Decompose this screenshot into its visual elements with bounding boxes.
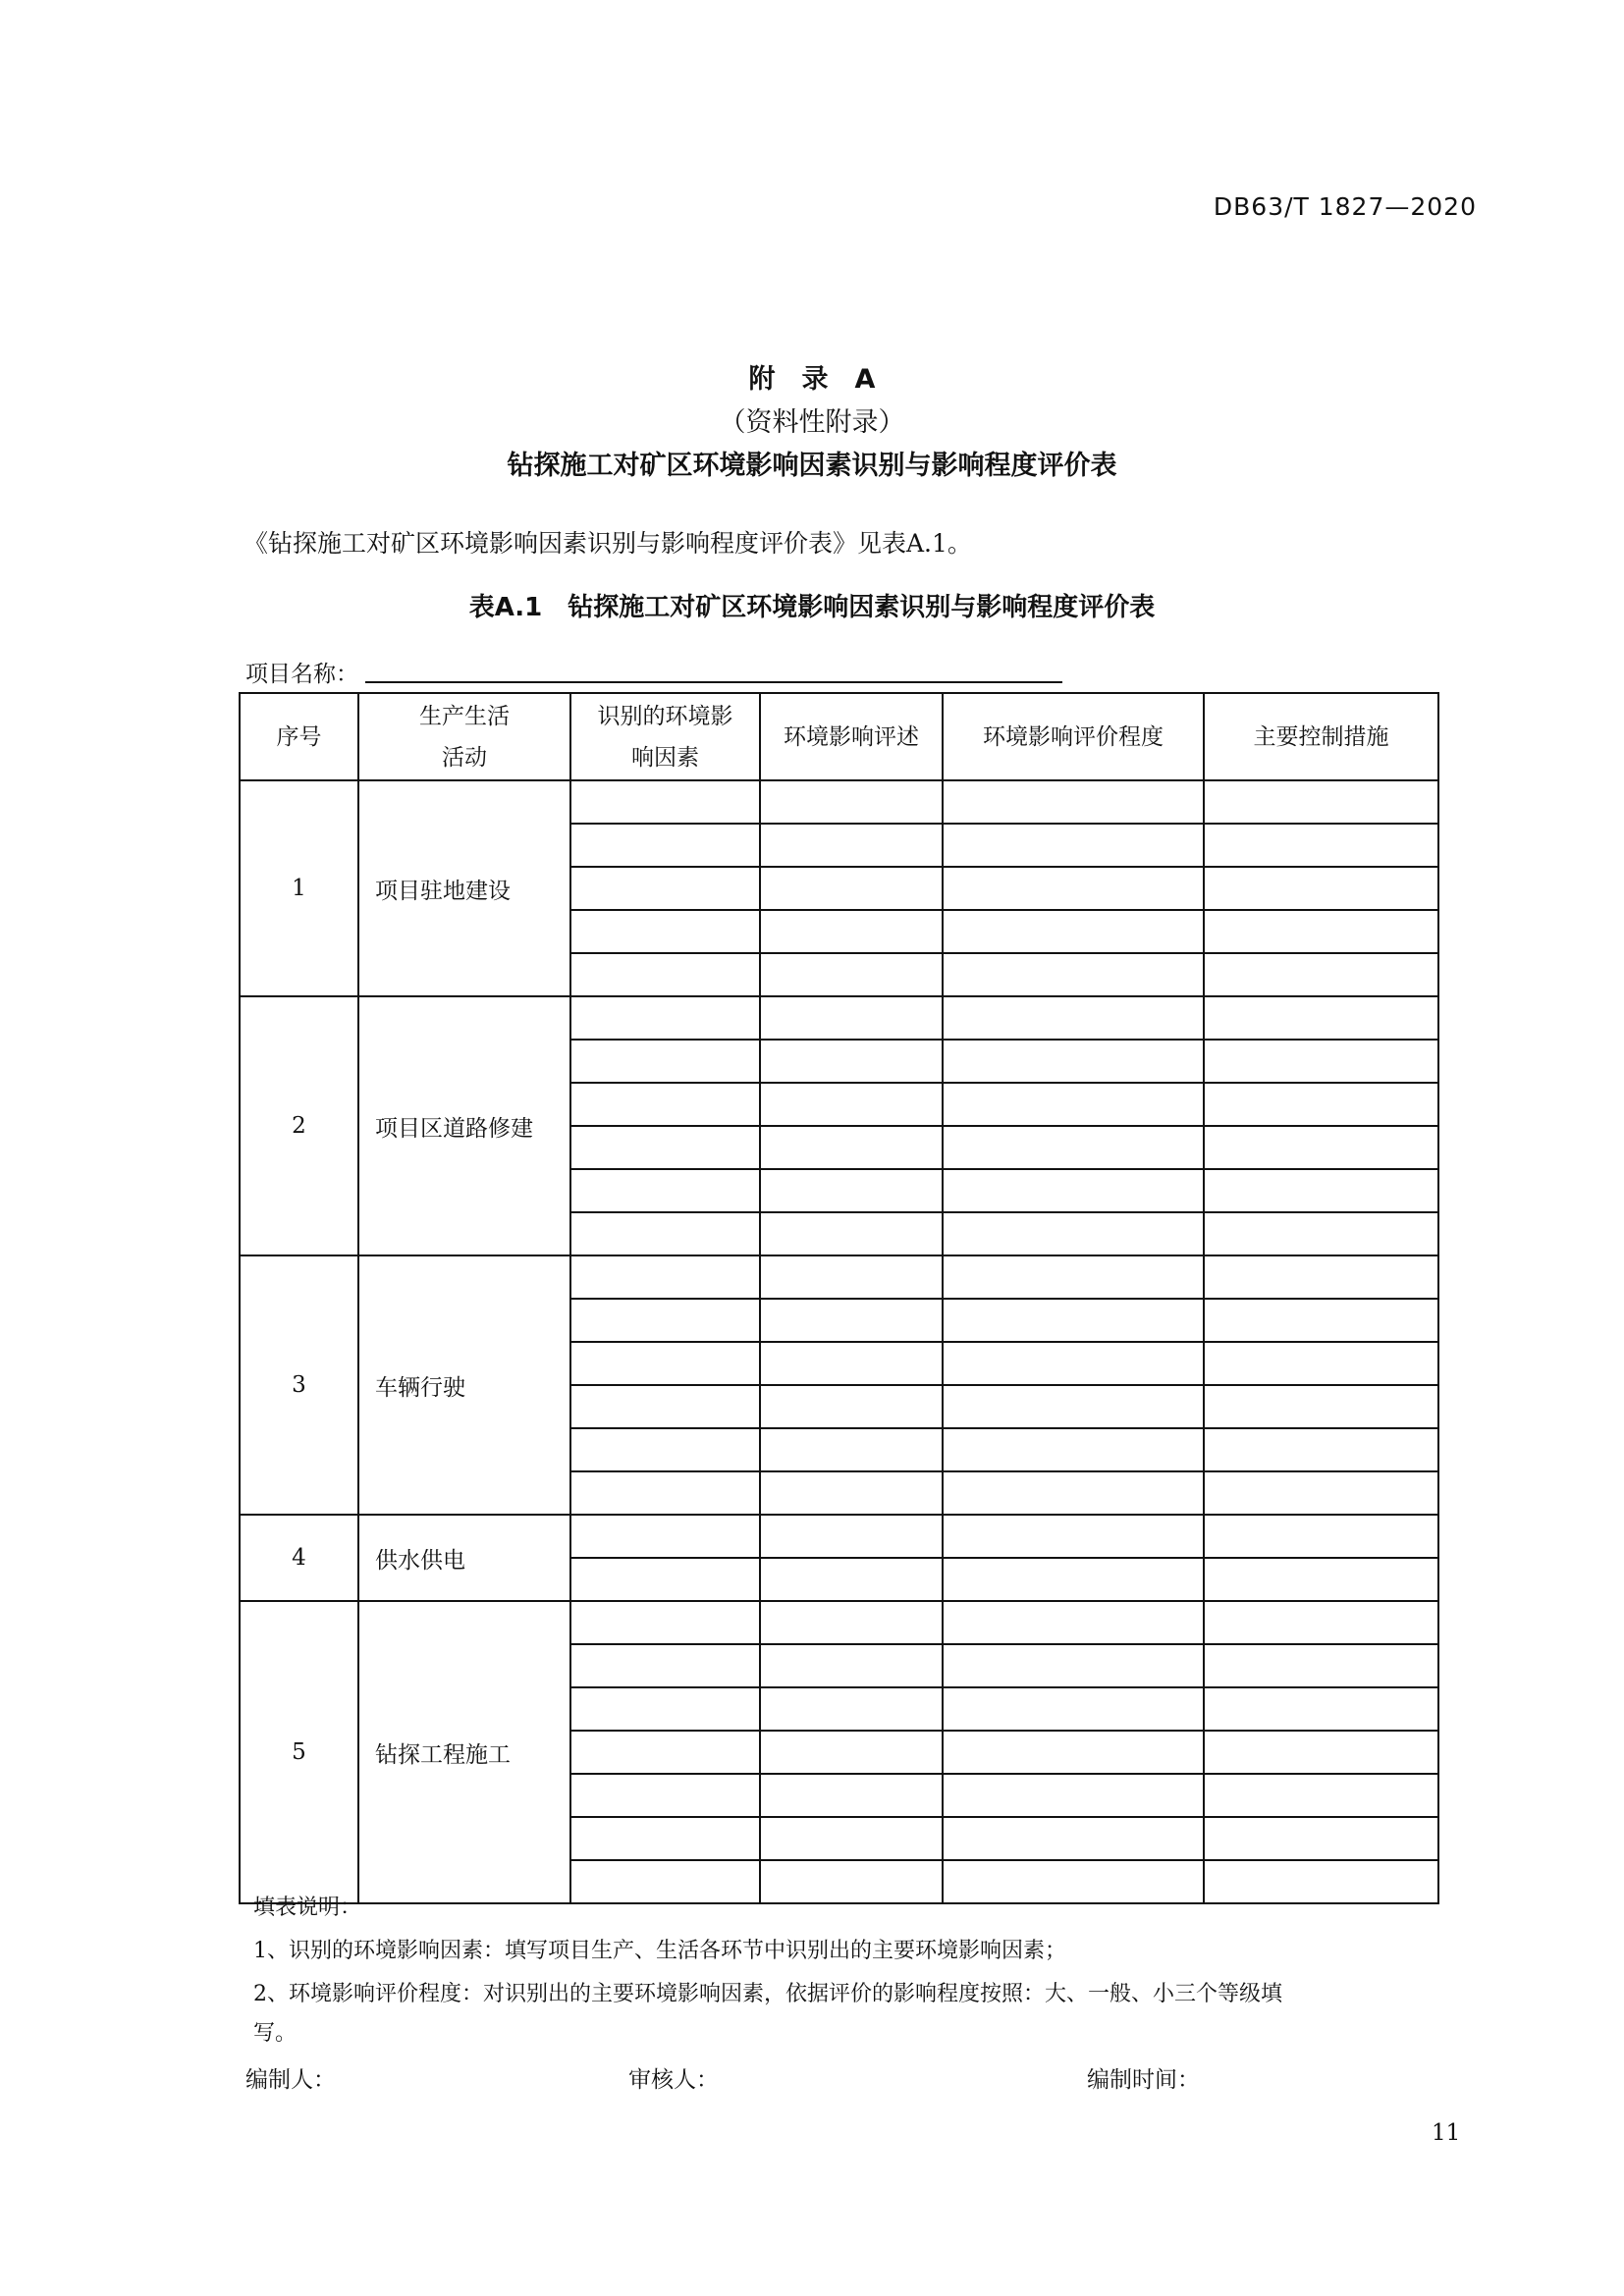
col-description: 环境影响评述 — [760, 693, 943, 780]
degree-cell[interactable] — [943, 1860, 1204, 1903]
intro-paragraph: 《钻探施工对矿区环境影响因素识别与影响程度评价表》见表A.1。 — [244, 529, 972, 558]
description-cell[interactable] — [760, 1817, 943, 1860]
measures-cell[interactable] — [1204, 1558, 1438, 1601]
group-number: 3 — [240, 1255, 358, 1515]
note-2-continued: 写。 — [253, 2021, 298, 2046]
description-cell[interactable] — [760, 1255, 943, 1299]
description-cell[interactable] — [760, 953, 943, 996]
col-factors — [570, 693, 760, 780]
factor-cell[interactable] — [570, 1515, 760, 1558]
factor-cell[interactable] — [570, 953, 760, 996]
factor-cell[interactable] — [570, 1428, 760, 1471]
project-name-line — [365, 681, 1062, 683]
project-name-label: 项目名称： — [245, 662, 358, 687]
degree-cell[interactable] — [943, 1126, 1204, 1169]
measures-cell[interactable] — [1204, 1255, 1438, 1299]
degree-cell[interactable] — [943, 1212, 1204, 1255]
description-cell[interactable] — [760, 1774, 943, 1817]
measures-cell[interactable] — [1204, 1644, 1438, 1687]
degree-cell[interactable] — [943, 1385, 1204, 1428]
factor-cell[interactable] — [570, 1299, 760, 1342]
table-row — [240, 1601, 1438, 1644]
table-row — [240, 996, 1438, 1040]
measures-cell[interactable] — [1204, 867, 1438, 910]
description-cell[interactable] — [760, 1687, 943, 1731]
measures-cell[interactable] — [1204, 1774, 1438, 1817]
degree-cell[interactable] — [943, 996, 1204, 1040]
table-row — [240, 1255, 1438, 1299]
degree-cell[interactable] — [943, 953, 1204, 996]
degree-cell[interactable] — [943, 1428, 1204, 1471]
measures-cell[interactable] — [1204, 780, 1438, 824]
appendix-subtitle: （资料性附录） — [719, 407, 905, 438]
note-1: 1、识别的环境影响因素：填写项目生产、生活各环节中识别出的主要环境影响因素； — [253, 1939, 1066, 1963]
factor-cell[interactable] — [570, 1212, 760, 1255]
degree-cell[interactable] — [943, 780, 1204, 824]
description-cell[interactable] — [760, 1126, 943, 1169]
reviewer-label: 审核人： — [628, 2067, 719, 2093]
table-row — [240, 1515, 1438, 1558]
measures-cell[interactable] — [1204, 996, 1438, 1040]
note-2: 2、环境影响评价程度：对识别出的主要环境影响因素，依据评价的影响程度按照：大、一般、小三个等级填 — [253, 1982, 1283, 2006]
measures-cell[interactable] — [1204, 1817, 1438, 1860]
col-factors-line2: 响因素 — [631, 744, 699, 771]
table-body — [240, 780, 1438, 1903]
factor-cell[interactable] — [570, 1385, 760, 1428]
factor-cell[interactable] — [570, 1644, 760, 1687]
degree-cell[interactable] — [943, 1083, 1204, 1126]
col-seq: 序号 — [240, 693, 358, 780]
description-cell[interactable] — [760, 1385, 943, 1428]
degree-cell[interactable] — [943, 1601, 1204, 1644]
description-cell[interactable] — [760, 1428, 943, 1471]
degree-cell[interactable] — [943, 1299, 1204, 1342]
description-cell[interactable] — [760, 824, 943, 867]
factor-cell[interactable] — [570, 1255, 760, 1299]
editor-label: 编制人： — [245, 2067, 336, 2093]
factor-cell[interactable] — [570, 1083, 760, 1126]
degree-cell[interactable] — [943, 1515, 1204, 1558]
measures-cell[interactable] — [1204, 1601, 1438, 1644]
degree-cell[interactable] — [943, 1342, 1204, 1385]
description-cell[interactable] — [760, 1644, 943, 1687]
col-degree: 环境影响评价程度 — [943, 693, 1204, 780]
description-cell[interactable] — [760, 867, 943, 910]
col-activity-line2: 活动 — [442, 744, 487, 771]
description-cell[interactable] — [760, 910, 943, 953]
measures-cell[interactable] — [1204, 1126, 1438, 1169]
measures-cell[interactable] — [1204, 1083, 1438, 1126]
degree-cell[interactable] — [943, 910, 1204, 953]
group-number: 1 — [240, 780, 358, 996]
degree-cell[interactable] — [943, 1471, 1204, 1515]
measures-cell[interactable] — [1204, 953, 1438, 996]
factor-cell[interactable] — [570, 1731, 760, 1774]
degree-cell[interactable] — [943, 1731, 1204, 1774]
description-cell[interactable] — [760, 1169, 943, 1212]
col-activity-line1: 生产生活 — [419, 703, 510, 729]
measures-cell[interactable] — [1204, 1687, 1438, 1731]
measures-cell[interactable] — [1204, 910, 1438, 953]
description-cell[interactable] — [760, 1471, 943, 1515]
description-cell[interactable] — [760, 1083, 943, 1126]
degree-cell[interactable] — [943, 1774, 1204, 1817]
description-cell[interactable] — [760, 1515, 943, 1558]
appendix-title: 附 录 A — [748, 364, 876, 395]
degree-cell[interactable] — [943, 1687, 1204, 1731]
group-activity: 项目驻地建设 — [358, 780, 570, 996]
evaluation-table — [239, 692, 1439, 1904]
table-header-row — [240, 693, 1438, 780]
document-code: DB63/T 1827—2020 — [1213, 192, 1477, 221]
description-cell[interactable] — [760, 1040, 943, 1083]
measures-cell[interactable] — [1204, 1385, 1438, 1428]
measures-cell[interactable] — [1204, 1731, 1438, 1774]
measures-cell[interactable] — [1204, 1169, 1438, 1212]
degree-cell[interactable] — [943, 867, 1204, 910]
measures-cell[interactable] — [1204, 1040, 1438, 1083]
description-cell[interactable] — [760, 1731, 943, 1774]
factor-cell[interactable] — [570, 867, 760, 910]
factor-cell[interactable] — [570, 1558, 760, 1601]
description-cell[interactable] — [760, 1212, 943, 1255]
factor-cell[interactable] — [570, 1471, 760, 1515]
group-number: 4 — [240, 1515, 358, 1601]
factor-cell[interactable] — [570, 1169, 760, 1212]
description-cell[interactable] — [760, 1860, 943, 1903]
degree-cell[interactable] — [943, 1040, 1204, 1083]
factor-cell[interactable] — [570, 780, 760, 824]
factor-cell[interactable] — [570, 1342, 760, 1385]
page-number: 11 — [1432, 2120, 1461, 2146]
factor-cell[interactable] — [570, 824, 760, 867]
description-cell[interactable] — [760, 1601, 943, 1644]
measures-cell[interactable] — [1204, 1515, 1438, 1558]
description-cell[interactable] — [760, 780, 943, 824]
measures-cell[interactable] — [1204, 1342, 1438, 1385]
col-measures: 主要控制措施 — [1204, 693, 1438, 780]
group-activity: 车辆行驶 — [358, 1255, 570, 1515]
factor-cell[interactable] — [570, 1860, 760, 1903]
group-number: 2 — [240, 996, 358, 1255]
degree-cell[interactable] — [943, 1817, 1204, 1860]
group-activity: 钻探工程施工 — [358, 1601, 570, 1903]
degree-cell[interactable] — [943, 1169, 1204, 1212]
group-number: 5 — [240, 1601, 358, 1903]
factor-cell[interactable] — [570, 1687, 760, 1731]
col-activity — [358, 693, 570, 780]
degree-cell[interactable] — [943, 824, 1204, 867]
table-row — [240, 780, 1438, 824]
factor-cell[interactable] — [570, 1817, 760, 1860]
measures-cell[interactable] — [1204, 1428, 1438, 1471]
col-factors-line1: 识别的环境影 — [597, 703, 733, 729]
degree-cell[interactable] — [943, 1255, 1204, 1299]
appendix-heading: 钻探施工对矿区环境影响因素识别与影响程度评价表 — [507, 451, 1117, 481]
degree-cell[interactable] — [943, 1644, 1204, 1687]
factor-cell[interactable] — [570, 1774, 760, 1817]
factor-cell[interactable] — [570, 1040, 760, 1083]
factor-cell[interactable] — [570, 996, 760, 1040]
description-cell[interactable] — [760, 1299, 943, 1342]
group-activity: 供水供电 — [358, 1515, 570, 1601]
description-cell[interactable] — [760, 1558, 943, 1601]
factor-cell[interactable] — [570, 910, 760, 953]
date-label: 编制时间： — [1087, 2067, 1200, 2093]
factor-cell[interactable] — [570, 1126, 760, 1169]
description-cell[interactable] — [760, 1342, 943, 1385]
table-caption: 表A.1 钻探施工对矿区环境影响因素识别与影响程度评价表 — [468, 593, 1156, 622]
description-cell[interactable] — [760, 996, 943, 1040]
notes-title: 填表说明： — [253, 1896, 362, 1920]
group-activity: 项目区道路修建 — [358, 996, 570, 1255]
factor-cell[interactable] — [570, 1601, 760, 1644]
measures-cell[interactable] — [1204, 824, 1438, 867]
measures-cell[interactable] — [1204, 1212, 1438, 1255]
measures-cell[interactable] — [1204, 1299, 1438, 1342]
measures-cell[interactable] — [1204, 1471, 1438, 1515]
measures-cell[interactable] — [1204, 1860, 1438, 1903]
degree-cell[interactable] — [943, 1558, 1204, 1601]
